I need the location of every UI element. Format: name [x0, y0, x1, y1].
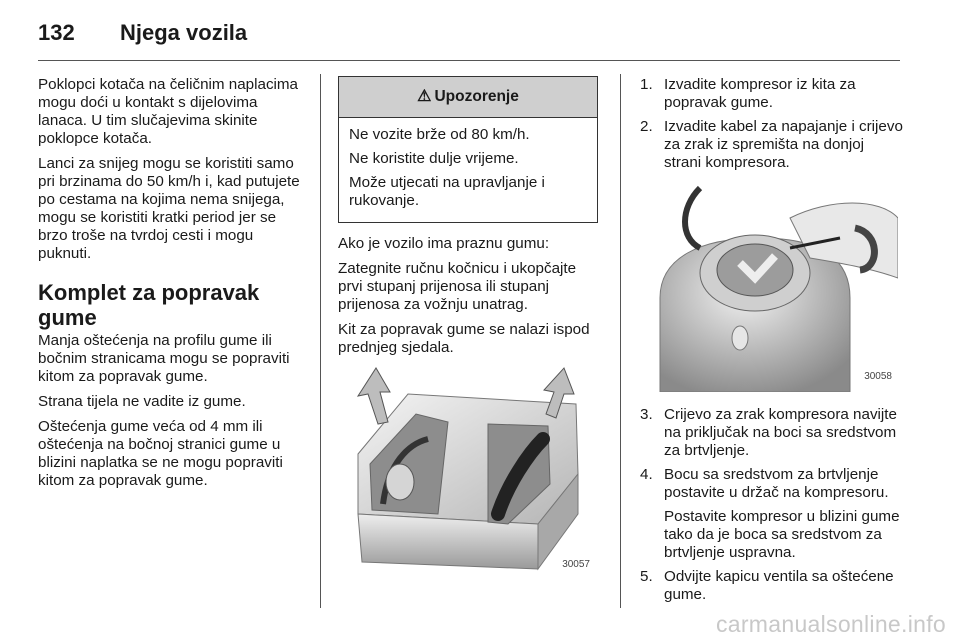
paragraph: Kit za popravak gume se nalazi ispod prednjeg sjedala.	[338, 321, 590, 356]
list-item	[640, 568, 904, 604]
figure-code: 30058	[864, 371, 892, 382]
page-number: 132	[38, 20, 75, 45]
warning-title: Upozorenje	[434, 88, 519, 105]
step-number: 1.	[640, 76, 653, 93]
figure-compressor	[640, 178, 898, 392]
figure-repair-kit	[338, 364, 596, 580]
steps-list	[640, 406, 904, 604]
step-number: 4.	[640, 466, 653, 483]
paragraph: Manja oštećenja na profilu gume ili bočnim stranicama mogu se popraviti kitom za popravak gume.	[38, 332, 290, 385]
warning-box	[338, 76, 598, 223]
column-divider-2	[620, 74, 621, 608]
paragraph: Strana tijela ne vadite iz gume.	[38, 393, 246, 410]
warning-body	[339, 118, 597, 222]
section-heading: Komplet za popravak gume	[38, 280, 260, 330]
warning-line: Ne koristite dulje vrijeme.	[349, 150, 519, 167]
step-subtext: Postavite kompresor u blizini gume tako da je boca sa sredstvom za brtvljenje uspravna.	[664, 508, 900, 561]
steps-list	[640, 76, 904, 172]
page-title: Njega vozila	[120, 20, 248, 45]
step-text: Odvijte kapicu ventila sa oštećene gume.	[664, 568, 894, 603]
paragraph: Oštećenja gume veća od 4 mm ili oštećenja na bočnoj stranici gume u blizini naplatka se ne mogu popraviti kitom za popravak gume.	[38, 418, 283, 489]
paragraph: Lanci za snijeg mogu se koristiti samo pri brzinama do 50 km/h i, kad putujete po cestama na kojima nema snijega, mogu se koristiti kratki period jer se brzo troše na tvrdoj cesti i mogu puknuti.	[38, 155, 300, 262]
step-text: Crijevo za zrak kompresora navijte na priključak na boci sa sredstvom za brtvljenje.	[664, 406, 897, 459]
list-item	[640, 406, 904, 460]
warning-header	[339, 77, 597, 118]
step-number: 2.	[640, 118, 653, 135]
warning-triangle-icon: ⚠	[417, 88, 432, 105]
step-number: 5.	[640, 568, 653, 585]
step-number: 3.	[640, 406, 653, 423]
watermark: carmanualsonline.info	[715, 611, 946, 637]
column-1	[38, 76, 306, 497]
warning-line: Ne vozite brže od 80 km/h.	[349, 126, 530, 143]
column-2	[338, 76, 602, 588]
list-item	[640, 118, 904, 172]
step-text: Izvadite kabel za napajanje i crijevo za zrak iz spremišta na donjoj strani kompresora.	[664, 118, 903, 171]
paragraph: Poklopci kotača na čeličnim naplacima mogu doći u kontakt s dijelovima lanaca. U tim slučajevima skinite poklopce kotača.	[38, 76, 299, 147]
column-3	[640, 76, 904, 610]
warning-line: Može utjecati na upravljanje i rukovanje.	[349, 174, 545, 209]
compressor-illustration	[640, 178, 898, 392]
step-text: Izvadite kompresor iz kita za popravak gume.	[664, 76, 856, 111]
header-rule	[38, 60, 900, 61]
list-item	[640, 76, 904, 112]
step-text: Bocu sa sredstvom za brtvljenje postavite u držač na kompresoru.	[664, 466, 889, 501]
paragraph: Ako je vozilo ima praznu gumu:	[338, 235, 550, 252]
paragraph: Zategnite ručnu kočnicu i ukopčajte prvi stupanj prijenosa ili stupanj prijenosa za vožnju unatrag.	[338, 260, 577, 313]
list-item	[640, 466, 904, 562]
column-divider-1	[320, 74, 321, 608]
figure-code: 30057	[562, 559, 590, 570]
repair-kit-illustration	[338, 364, 596, 580]
